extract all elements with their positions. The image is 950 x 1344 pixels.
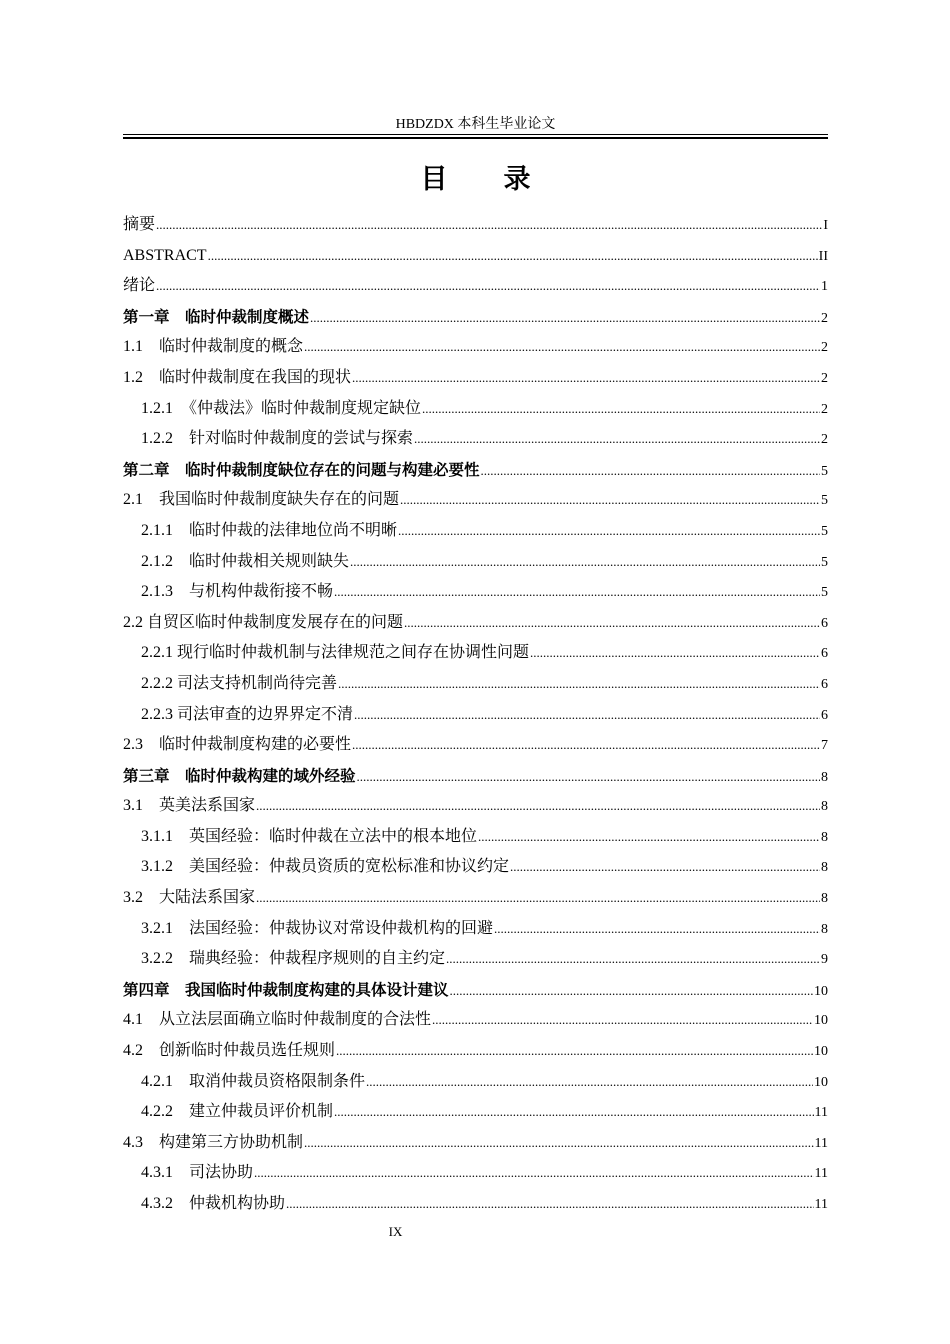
- toc-leader-dots: [366, 1067, 813, 1098]
- toc-leader-dots: [254, 1158, 814, 1189]
- toc-leader-dots: [156, 210, 822, 241]
- toc-entry[interactable]: [123, 944, 828, 975]
- toc-leader-dots: [208, 241, 818, 272]
- toc-entry[interactable]: [123, 241, 828, 272]
- toc-entry-page: 5: [821, 523, 828, 539]
- table-of-contents: [123, 210, 828, 1220]
- toc-leader-dots: [336, 1036, 813, 1067]
- toc-entry-label: 1.2.1 《仲裁法》临时仲裁制度规定缺位: [141, 399, 422, 417]
- toc-leader-dots: [400, 485, 820, 516]
- toc-entry-page: 5: [821, 585, 828, 601]
- toc-entry[interactable]: [123, 1067, 828, 1098]
- toc-leader-dots: [398, 516, 820, 547]
- toc-entry-page: 5: [821, 554, 828, 570]
- toc-entry-label: 3.1 英美法系国家: [123, 797, 256, 815]
- toc-leader-dots: [432, 1005, 813, 1036]
- toc-leader-dots: [481, 456, 820, 487]
- toc-entry[interactable]: [123, 210, 828, 241]
- toc-entry-label: 2.2.1 现行临时仲裁机制与法律规范之间存在协调性问题: [141, 644, 530, 662]
- toc-leader-dots: [414, 424, 820, 455]
- toc-entry-label: 2.1.1 临时仲裁的法律地位尚不明晰: [141, 521, 398, 539]
- toc-entry-label: 4.2.2 建立仲裁员评价机制: [141, 1103, 334, 1121]
- toc-entry[interactable]: [123, 883, 828, 914]
- toc-entry-label: 第三章 临时仲裁构建的域外经验: [123, 766, 356, 785]
- toc-entry-label: 3.2.2 瑞典经验：仲裁程序规则的自主约定: [141, 950, 446, 968]
- toc-entry-page: 8: [821, 769, 828, 785]
- toc-leader-dots: [530, 638, 820, 669]
- toc-entry-label: 2.2.3 司法审查的边界界定不清: [141, 705, 354, 723]
- toc-entry-label: 绪论: [123, 277, 156, 295]
- toc-entry-page: 11: [814, 1197, 828, 1212]
- toc-entry-label: 1.2 临时仲裁制度在我国的现状: [123, 368, 352, 386]
- toc-entry[interactable]: [123, 332, 828, 363]
- toc-entry-label: 4.3 构建第三方协助机制: [123, 1133, 304, 1151]
- toc-entry-page: 10: [814, 1074, 828, 1090]
- toc-leader-dots: [310, 303, 820, 334]
- header-rule-thick: [123, 137, 828, 139]
- toc-leader-dots: [510, 852, 820, 883]
- toc-entry[interactable]: [123, 516, 828, 547]
- toc-entry-page: 1: [821, 279, 828, 295]
- toc-leader-dots: [350, 547, 820, 578]
- toc-entry-label: 2.1.3 与机构仲裁衔接不畅: [141, 583, 334, 601]
- toc-entry-page: 6: [821, 615, 828, 631]
- toc-entry-label: 2.2.2 司法支持机制尚待完善: [141, 674, 338, 692]
- toc-entry-label: 2.3 临时仲裁制度构建的必要性: [123, 736, 352, 754]
- toc-entry-label: 3.1.1 英国经验：临时仲裁在立法中的根本地位: [141, 827, 478, 845]
- toc-leader-dots: [352, 730, 820, 761]
- toc-entry-label: 4.2 创新临时仲裁员选任规则: [123, 1042, 336, 1060]
- toc-leader-dots: [304, 1128, 814, 1159]
- toc-entry[interactable]: [123, 852, 828, 883]
- toc-entry-page: 2: [821, 432, 828, 448]
- toc-entry-page: 2: [821, 370, 828, 386]
- toc-leader-dots: [286, 1189, 814, 1220]
- toc-entry[interactable]: [123, 608, 828, 639]
- toc-entry-page: 5: [821, 493, 828, 509]
- toc-entry[interactable]: [123, 761, 828, 792]
- toc-entry-label: 2.1.2 临时仲裁相关规则缺失: [141, 552, 350, 570]
- toc-entry-page: 2: [821, 401, 828, 417]
- toc-entry-label: 3.2.1 法国经验：仲裁协议对常设仲裁机构的回避: [141, 919, 494, 937]
- toc-leader-dots: [156, 271, 820, 302]
- toc-entry-page: 2: [821, 310, 828, 326]
- toc-entry-page: 8: [821, 829, 828, 845]
- toc-entry[interactable]: [123, 730, 828, 761]
- toc-entry-label: 4.1 从立法层面确立临时仲裁制度的合法性: [123, 1011, 432, 1029]
- toc-entry-label: 2.2 自贸区临时仲裁制度发展存在的问题: [123, 613, 404, 631]
- toc-entry-label: 4.3.1 司法协助: [141, 1164, 254, 1182]
- toc-entry[interactable]: [123, 485, 828, 516]
- toc-entry-page: I: [823, 218, 828, 233]
- toc-entry-page: 8: [821, 921, 828, 937]
- toc-entry[interactable]: [123, 791, 828, 822]
- toc-entry-page: 5: [821, 463, 828, 479]
- toc-leader-dots: [422, 394, 820, 425]
- toc-entry-label: 第四章 我国临时仲裁制度构建的具体设计建议: [123, 980, 449, 999]
- page-number: IX: [388, 1224, 403, 1239]
- toc-leader-dots: [256, 791, 820, 822]
- toc-entry-page: 6: [821, 646, 828, 662]
- toc-leader-dots: [334, 577, 820, 608]
- toc-entry[interactable]: [123, 1097, 828, 1128]
- toc-entry-page: 11: [814, 1166, 828, 1182]
- toc-entry[interactable]: [123, 1189, 828, 1220]
- toc-entry-label: 2.1 我国临时仲裁制度缺失存在的问题: [123, 491, 400, 509]
- toc-entry-page: 8: [821, 860, 828, 876]
- toc-entry[interactable]: [123, 577, 828, 608]
- toc-entry-label: 3.2 大陆法系国家: [123, 889, 256, 907]
- toc-entry[interactable]: [123, 700, 828, 731]
- toc-entry-label: 3.1.2 美国经验：仲裁员资质的宽松标准和协议约定: [141, 858, 510, 876]
- toc-entry-label: 第二章 临时仲裁制度缺位存在的问题与构建必要性: [123, 460, 480, 479]
- toc-title: 目录: [420, 164, 587, 195]
- toc-entry[interactable]: [123, 394, 828, 425]
- toc-leader-dots: [494, 914, 820, 945]
- toc-entry-page: 9: [821, 952, 828, 968]
- toc-entry[interactable]: [123, 271, 828, 302]
- toc-entry[interactable]: [123, 424, 828, 455]
- toc-entry-page: II: [818, 248, 828, 264]
- toc-entry-label: 1.1 临时仲裁制度的概念: [123, 338, 304, 356]
- toc-entry[interactable]: [123, 1036, 828, 1067]
- toc-leader-dots: [352, 363, 820, 394]
- toc-entry[interactable]: [123, 975, 828, 1006]
- toc-entry[interactable]: [123, 638, 828, 669]
- toc-leader-dots: [338, 669, 820, 700]
- toc-entry[interactable]: [123, 1158, 828, 1189]
- toc-entry-page: 2: [821, 340, 828, 356]
- toc-leader-dots: [354, 700, 820, 731]
- toc-entry[interactable]: [123, 302, 828, 333]
- toc-entry[interactable]: [123, 547, 828, 578]
- toc-entry[interactable]: [123, 455, 828, 486]
- toc-entry-label: 第一章 临时仲裁制度概述: [123, 307, 310, 326]
- toc-entry[interactable]: [123, 669, 828, 700]
- header-rule-thin: [123, 134, 828, 135]
- toc-leader-dots: [404, 608, 820, 639]
- toc-entry-label: ABSTRACT: [123, 246, 207, 264]
- toc-entry-label: 4.3.2 仲裁机构协助: [141, 1195, 286, 1212]
- toc-leader-dots: [478, 822, 820, 853]
- toc-entry-page: 8: [821, 799, 828, 815]
- toc-leader-dots: [357, 762, 820, 793]
- toc-entry-page: 11: [814, 1135, 828, 1151]
- running-header: HBDZDX 本科生毕业论文: [395, 117, 556, 132]
- toc-entry[interactable]: [123, 363, 828, 394]
- toc-entry[interactable]: [123, 1005, 828, 1036]
- toc-entry[interactable]: [123, 822, 828, 853]
- toc-entry-page: 11: [814, 1105, 828, 1121]
- toc-entry-page: 10: [814, 1013, 828, 1029]
- toc-entry-page: 7: [821, 738, 828, 754]
- toc-entry-page: 6: [821, 676, 828, 692]
- toc-leader-dots: [334, 1097, 814, 1128]
- toc-entry-page: 10: [814, 983, 828, 999]
- toc-leader-dots: [450, 976, 813, 1007]
- toc-leader-dots: [446, 944, 820, 975]
- toc-leader-dots: [304, 332, 820, 363]
- toc-leader-dots: [256, 883, 820, 914]
- toc-entry-page: 8: [821, 891, 828, 907]
- toc-entry-label: 摘要: [123, 216, 156, 233]
- toc-entry-label: 4.2.1 取消仲裁员资格限制条件: [141, 1072, 366, 1090]
- toc-entry[interactable]: [123, 1128, 828, 1159]
- toc-entry-page: 6: [821, 707, 828, 723]
- toc-entry-label: 1.2.2 针对临时仲裁制度的尝试与探索: [141, 430, 414, 448]
- toc-entry-page: 10: [814, 1044, 828, 1060]
- toc-entry[interactable]: [123, 914, 828, 945]
